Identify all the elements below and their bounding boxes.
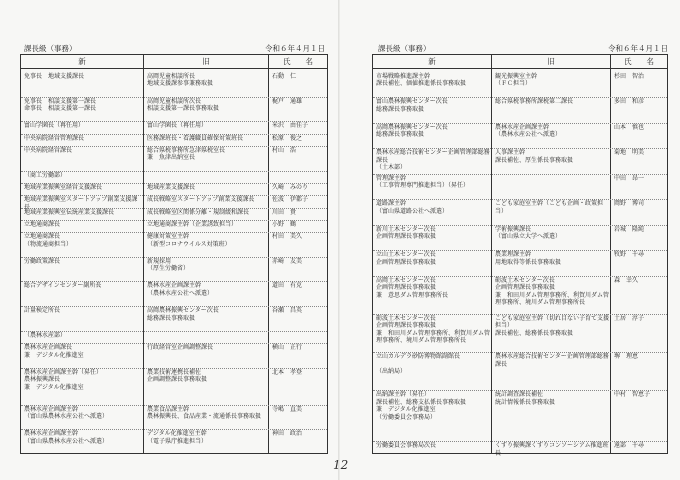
cell-new: 免事長 地域支援課長 — [24, 73, 85, 80]
table-row — [373, 199, 667, 224]
table-row — [21, 281, 327, 306]
section-title: 課長級（事務） — [378, 44, 431, 53]
cell-new: 農林水産総合技術センター企画管理部総務課長 （土木部） — [376, 149, 490, 172]
cell-new: 労働委員会事務局次長 — [376, 442, 437, 450]
col-header-old: 旧 — [492, 55, 610, 69]
cell-old: 富山学園長（再任用） — [147, 122, 208, 130]
cell-old: こども家庭室主幹（こども企画・政策担当） — [495, 200, 604, 215]
cell-old: 観光振興室主幹 （ＦＣ担当） — [495, 73, 538, 88]
cell-old: 総合県税事務所急津県税室長 兼 魚津出納室長 — [147, 146, 226, 162]
table-row — [373, 276, 667, 314]
date-label: 令和６年４月１日 — [608, 44, 668, 53]
table-row — [21, 220, 327, 232]
col-header-new: 新 — [373, 55, 491, 69]
cell-old: 新規採用 （厚生労働省） — [147, 257, 190, 273]
col-header-name: 氏 名 — [611, 55, 667, 69]
cell-name: 菊地 明美 — [614, 149, 645, 157]
cell-new: 中央病院経営課長 — [24, 146, 73, 154]
cell-name: 岩城 隆純 — [614, 225, 645, 233]
table-row — [21, 146, 327, 171]
cell-old: 高岡農林振興センター次長 総務課長事務取扱 — [147, 307, 219, 322]
table-row — [21, 171, 327, 183]
cell-new: 計量検定所長 — [24, 307, 61, 315]
cell-name: 杉田 智治 — [614, 73, 645, 80]
cell-name: 牧野 千尋 — [614, 251, 645, 259]
col-header-name: 氏 名 — [269, 55, 327, 69]
section-title: 課長級（事務） — [24, 44, 77, 53]
cell-name: 中田 昂一 — [614, 174, 645, 182]
cell-old: 学術振興課長 （富山県立大学へ派遣） — [495, 225, 562, 241]
table-row — [373, 123, 667, 148]
cell-name: 村田 美久 — [272, 233, 303, 241]
cell-old: こども家庭室主幹（切れ目ない子育て支援担当） 課長補佐、総務係長事務取扱 — [495, 314, 610, 337]
cell-new: 富山学園長（再任用） — [24, 122, 85, 130]
table-row — [21, 208, 327, 220]
cell-name: 小野 鶴 — [272, 220, 297, 228]
table-row — [373, 174, 667, 199]
date-label: 令和６年４月１日 — [265, 44, 325, 53]
table-row — [21, 134, 327, 146]
table-row — [373, 97, 667, 122]
cell-old: 農林水産総合技術センター企画管理部総務課長 — [495, 353, 609, 368]
cell-old: 高岡児童相談所次長 相談支援第一課長事務取扱 — [147, 97, 220, 113]
table-row — [21, 97, 327, 122]
cell-name: 森 幸久 — [614, 276, 639, 284]
cell-old: 農業技術連携長補佐 企画調整課長事務取扱 — [147, 368, 208, 384]
cell-new: 道路課主幹 （富山県道路公社へ派遣） — [376, 200, 449, 215]
cell-new: 高岡土木センター次長 企画管理課長事務取扱 兼 意思ダム管理事務所長 — [376, 276, 449, 299]
cell-name: 横山 正行 — [272, 344, 303, 352]
cell-new: 農林水産企画課主幹（昇任） 農林振興課長 兼 デジタル化推進室 — [24, 368, 103, 391]
cell-new: 立山カルデラ砂防博物館副館長 （出納局） — [376, 353, 461, 375]
cell-old: くすり振興課くすりコンソーシアム推進班長 — [495, 442, 609, 457]
cell-name: 土居 淳子 — [614, 314, 645, 322]
cell-new: 富山農林振興センター次長 総務課長事務取扱 — [376, 98, 448, 113]
cell-old: 立地通商課主幹（企業誘致担当） — [147, 220, 238, 228]
table-row — [21, 405, 327, 430]
cell-new: （商工労働部） — [24, 171, 67, 179]
table-row — [373, 148, 667, 173]
cell-new: 農林水産企画課主幹 （富山県農林水産公社へ派遣） — [24, 430, 109, 445]
page-number: 12 — [333, 458, 349, 472]
cell-new: 管理課主幹 （工事管理専門推進担当）（昇任） — [376, 174, 470, 190]
cell-old: 砺波土木センター次長 企画管理課長事務取扱 兼 和田川ダム管理事務所、利賀川ダム管理事務所、境川ダム管理事務所長 — [495, 276, 610, 306]
cell-old: 高岡児童相談所長 地域支援課参事兼務取扱 — [147, 73, 214, 88]
cell-old: 健康対策室主幹 （新型コロナウイルス対策班） — [147, 233, 231, 248]
cell-name: 道田 有克 — [272, 282, 303, 290]
cell-new: 地域産業振興室スタートアップ創業支援課長 — [24, 196, 138, 211]
table-row — [21, 429, 327, 454]
cell-new: 中央病院経営管理課長 — [24, 134, 85, 142]
col-header-new: 新 — [21, 55, 143, 69]
cell-old: デジタル化推進室主幹 （電子県庁推進担当） — [147, 430, 208, 445]
table-row — [373, 314, 667, 352]
cell-name: 神田 政治 — [272, 430, 303, 438]
cell-old: 行政経営室企画調整課長 — [147, 344, 214, 352]
cell-new: 地域産業振興室伝統産業支援課長 — [24, 208, 115, 216]
table-row — [21, 195, 327, 211]
cell-name: 石動 仁 — [272, 73, 297, 80]
table-row — [373, 390, 667, 441]
table-row — [21, 72, 327, 97]
table-row — [21, 343, 327, 368]
cell-name: 久崎 みのり — [272, 183, 309, 191]
cell-new: 立山土木センター次長 企画管理課長事務取扱 — [376, 251, 437, 266]
right-page — [340, 0, 680, 480]
cell-old: 人事課主幹 課長補佐、厚生係長事務取扱 — [495, 149, 574, 164]
table-row — [373, 225, 667, 250]
cell-name: 赤崎 友美 — [272, 257, 303, 265]
cell-new: 砺波土木センター次長 企画管理課長事務取扱 兼 和田川ダム管理事務所、利賀川ダム管理事務所、境川ダム管理事務所長 — [376, 314, 491, 345]
cell-name: 遠部 千尋 — [614, 442, 645, 450]
cell-name: 梶戸 通雄 — [272, 97, 303, 105]
personnel-table — [372, 54, 668, 457]
col-header-old: 旧 — [144, 55, 268, 69]
cell-old: 農業食品課主幹 農林振興長、食品産業・流通係長事務取扱 — [147, 405, 262, 421]
cell-name: 谷瀬 昌英 — [272, 307, 303, 315]
cell-new: 出納課主幹（昇任） 課長補佐、総務支払係長事務取扱 兼 デジタル化推進室 （労働委員会事務局） — [376, 391, 467, 421]
table-row — [21, 257, 327, 282]
table-row — [21, 306, 327, 331]
cell-name: 中村 智恵子 — [614, 391, 651, 399]
cell-old: 統計調査課長補佐 統計情報係長事務取扱 — [495, 391, 556, 406]
table-row — [373, 352, 667, 390]
table-row — [373, 250, 667, 275]
table-row — [373, 441, 667, 457]
cell-new: 農林水産企画課主幹 （富山県農林水産公社へ派遣） — [24, 405, 109, 421]
cell-new: 新川土木センター次長 企画管理課長事務取扱 — [376, 225, 437, 241]
table-row — [373, 72, 667, 97]
cell-old: 医務課班長・看護職員確保対策班長 — [147, 134, 244, 142]
cell-name: 堺 理恵 — [614, 353, 639, 361]
personnel-table — [20, 54, 328, 454]
cell-name: 山本 慎也 — [614, 123, 645, 131]
cell-old: 成長戦略室区関係分離・規制緩和課長 — [147, 208, 250, 216]
cell-new: 労働政策課長 — [24, 257, 61, 265]
cell-name: 佐波 伊都子 — [272, 196, 309, 204]
cell-name: 北本 孝登 — [272, 368, 303, 376]
cell-name: 岡野 博司 — [614, 200, 645, 208]
table-row — [21, 183, 327, 195]
cell-old: 農業理課主幹 用地取得等係長事務取扱 — [495, 251, 562, 266]
cell-new: 地域産業振興室経営支援課長 — [24, 183, 103, 191]
cell-old: 地域産業支援課長 — [147, 183, 196, 191]
cell-old: 農林水産企画課主幹 （農林水産公社へ派遣） — [495, 123, 562, 139]
cell-name: 多田 和彦 — [614, 98, 645, 106]
cell-old: 農林水産企画課主幹 （農林水産公社へ派遣） — [147, 282, 214, 297]
cell-name: 米沢 由佳子 — [272, 122, 309, 130]
table-row — [21, 331, 327, 343]
cell-name: 寺嶋 直美 — [272, 405, 303, 413]
table-row — [21, 121, 327, 133]
cell-old: 成長戦略室スタートアップ創業支援課長 — [147, 196, 255, 204]
cell-new: 農林水産企画課長 兼 デジタル化推進室 — [24, 344, 84, 359]
table-row — [21, 368, 327, 405]
cell-name: 松原 俊之 — [272, 134, 303, 142]
cell-name: 川田 貴 — [272, 208, 297, 216]
cell-new: 立地通商課長 — [24, 220, 61, 228]
cell-new: （農林水産部） — [24, 331, 67, 339]
cell-new: 総合デザインセンター副所長 — [24, 282, 102, 290]
cell-new: 立地通商課長 （物流通商担当） — [24, 233, 73, 248]
cell-new: 市場戦略推進課主幹 課長補佐、価値推進係長事務取扱 — [376, 73, 467, 88]
cell-name: 村山 浩 — [272, 146, 297, 154]
table-row — [21, 232, 327, 257]
cell-new: 高岡農林振興センター次長 総務課長事務取扱 — [376, 123, 448, 139]
cell-new: 免事長 相談支援第一課長 命事長 相談支援第一課長 — [24, 97, 97, 113]
cell-old: 総合県税事務所課税第二課長 — [495, 98, 574, 106]
